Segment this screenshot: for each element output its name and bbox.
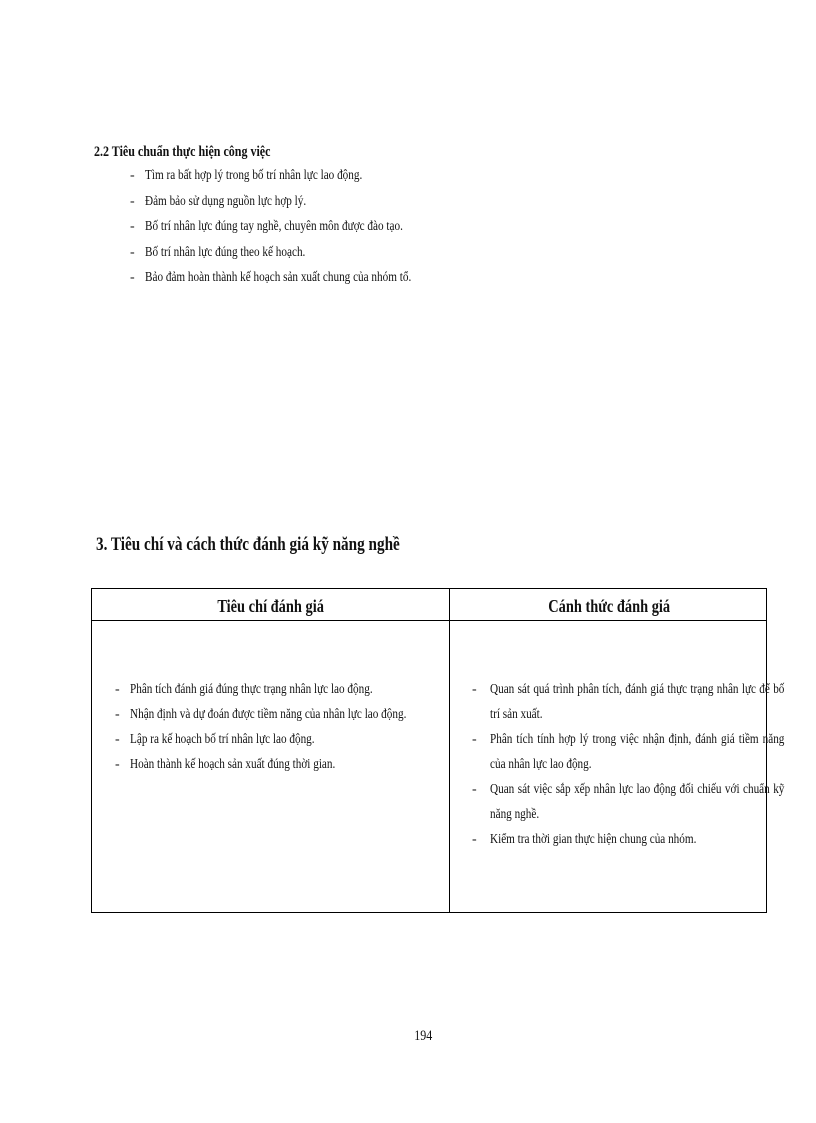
list-item: - Bố trí nhân lực đúng theo kế hoạch.	[94, 240, 694, 266]
page-number: 194	[414, 1028, 432, 1044]
list-item: - Bố trí nhân lực đúng tay nghề, chuyên môn được đào tạo.	[94, 214, 694, 240]
bullet-dash: -	[472, 782, 477, 797]
criteria-list	[112, 677, 442, 777]
bullet-dash: -	[115, 682, 120, 697]
list-item: - Quan sát quá trình phân tích, đánh giá thực trạng nhân lực để bố trí sản xuất.	[472, 677, 764, 727]
standards-list	[94, 163, 694, 291]
bullet-dash: -	[130, 219, 135, 234]
bullet-dash: -	[472, 732, 477, 747]
bullet-dash: -	[472, 682, 477, 697]
bullet-dash: -	[472, 832, 477, 847]
list-item: - Kiểm tra thời gian thực hiện chung của nhóm.	[472, 827, 764, 852]
bullet-dash: -	[115, 707, 120, 722]
list-item: - Phân tích đánh giá đúng thực trạng nhân lực lao động.	[112, 677, 442, 702]
bullet-dash: -	[130, 244, 135, 260]
section-2-2-heading: 2.2 Tiêu chuẩn thực hiện công việc	[94, 144, 271, 160]
method-list	[472, 677, 785, 852]
list-item: - Bảo đảm hoàn thành kế hoạch sản xuất chung của nhóm tổ.	[94, 265, 694, 291]
bullet-dash: -	[130, 270, 135, 285]
list-item: - Lập ra kế hoạch bố trí nhân lực lao động.	[112, 727, 442, 752]
list-item: - Đảm bảo sử dụng nguồn lực hợp lý.	[94, 189, 694, 215]
bullet-dash: -	[115, 757, 120, 772]
criteria-cell	[112, 677, 442, 777]
criteria-column-header: Tiêu chí đánh giá	[217, 596, 324, 616]
section-3-heading: 3. Tiêu chí và cách thức đánh giá kỹ năng nghề	[96, 534, 400, 555]
bullet-dash: -	[115, 732, 120, 747]
section-2-2	[94, 141, 694, 291]
list-item: - Nhận định và dự đoán được tiềm năng của nhân lực lao động.	[112, 702, 442, 727]
bullet-dash: -	[130, 168, 135, 183]
list-item: - Hoàn thành kế hoạch sản xuất đúng thời gian.	[112, 752, 442, 777]
bullet-dash: -	[130, 193, 135, 209]
header-divider	[92, 620, 766, 621]
method-column-header: Cánh thức đánh giá	[548, 596, 670, 616]
list-item: - Tìm ra bất hợp lý trong bố trí nhân lực lao động.	[94, 163, 694, 189]
list-item: - Phân tích tính hợp lý trong việc nhận định, đánh giá tiềm năng của nhân lực lao động.	[472, 727, 764, 777]
list-item: - Quan sát việc sắp xếp nhân lực lao động đối chiếu với chuẩn kỹ năng nghề.	[472, 777, 764, 827]
column-divider	[449, 589, 450, 912]
method-cell	[472, 677, 785, 852]
evaluation-table	[91, 588, 785, 913]
